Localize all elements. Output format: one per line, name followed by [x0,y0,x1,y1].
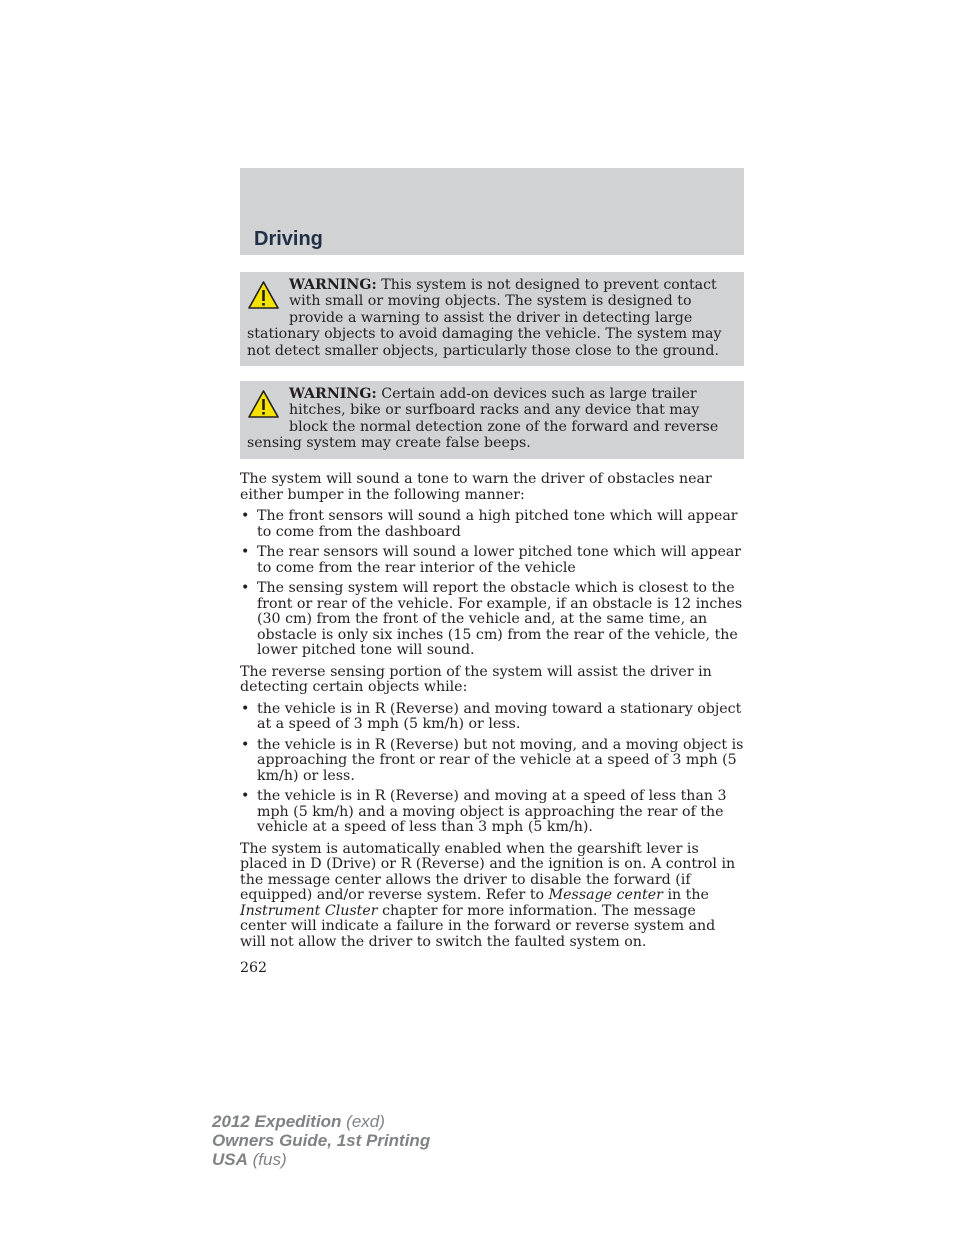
section-title: Driving [254,228,323,250]
final-text-part: in the [667,887,709,903]
footer-line-1 [212,1112,430,1131]
instrument-cluster-reference: Instrument Cluster [240,902,378,919]
list-item: • The rear sensors will sound a lower pitched tone which will appear to come from the rear interior of the vehicle [240,545,744,576]
tone-bullet-list [240,509,744,659]
reverse-bullet-list [240,702,744,836]
list-item: • the vehicle is in R (Reverse) but not moving, and a moving object is approaching the front or rear of the vehicle at a speed of 3 mph (5 km/h) or less. [240,738,744,785]
warning-box-1 [240,272,744,366]
footer-line-2: Owners Guide, 1st Printing [212,1131,431,1150]
footer-model-code: (exd) [346,1112,385,1131]
list-item: • The front sensors will sound a high pitched tone which will appear to come from the dashboard [240,509,744,540]
list-item: • The sensing system will report the obstacle which is closest to the front or rear of the vehicle. For example, if an obstacle is 12 inches (30 cm) from the front of the vehicle and, at the same time, an obstacle is only six inches (15 cm) from the rear of the vehicle, the lower pitched tone will sound. [240,581,744,659]
footer-market-code: (fus) [252,1150,287,1169]
message-center-reference: Message center [548,887,663,903]
footer-model: 2012 Expedition [212,1112,342,1131]
footer-line-3 [212,1150,430,1169]
section-header-band [240,168,744,255]
warning-box-2 [240,381,744,459]
warning-label: WARNING: [289,386,377,402]
list-item: • the vehicle is in R (Reverse) and moving at a speed of less than 3 mph (5 km/h) and a moving object is approaching the rear of the vehicle at a speed of less than 3 mph (5 km/h). [240,789,744,836]
warning-triangle-icon [247,280,280,310]
body-content [240,472,744,956]
warning-label: WARNING: [289,277,377,293]
intro-paragraph: The system will sound a tone to warn the driver of obstacles near either bumper in the following manner: [240,471,712,503]
final-paragraph [240,842,744,951]
warning-triangle-icon [247,389,280,419]
warning-text: This system is not designed to prevent contact with small or moving objects. The system is designed to provide a warning to assist the driver in detecting large stationary objects to avoid damaging the vehicle. The system may not detect smaller objects, particularly those close to the ground. [247,277,722,359]
list-item: • the vehicle is in R (Reverse) and moving toward a stationary object at a speed of 3 mph (5 km/h) or less. [240,702,744,733]
reverse-intro-paragraph: The reverse sensing portion of the system will assist the driver in detecting certain objects while: [240,663,712,695]
document-footer [212,1112,430,1169]
final-text-part: The system is automatically enabled when the gearshift lever is placed in D (Drive) or R (Reverse) and the ignition is on. A control in the message center allows the driver to disable the forward (if equipped) and/or reverse system. Refer to [240,840,736,903]
warning-text: Certain add-on devices such as large trailer hitches, bike or surfboard racks and any device that may block the normal detection zone of the forward and reverse sensing system may create false beeps. [247,386,719,452]
final-text-part: chapter for more information. The message center will indicate a failure in the forward or reverse system and will not allow the driver to switch the faulted system on. [240,902,716,950]
page-number: 262 [240,960,268,976]
footer-market: USA [212,1150,248,1169]
